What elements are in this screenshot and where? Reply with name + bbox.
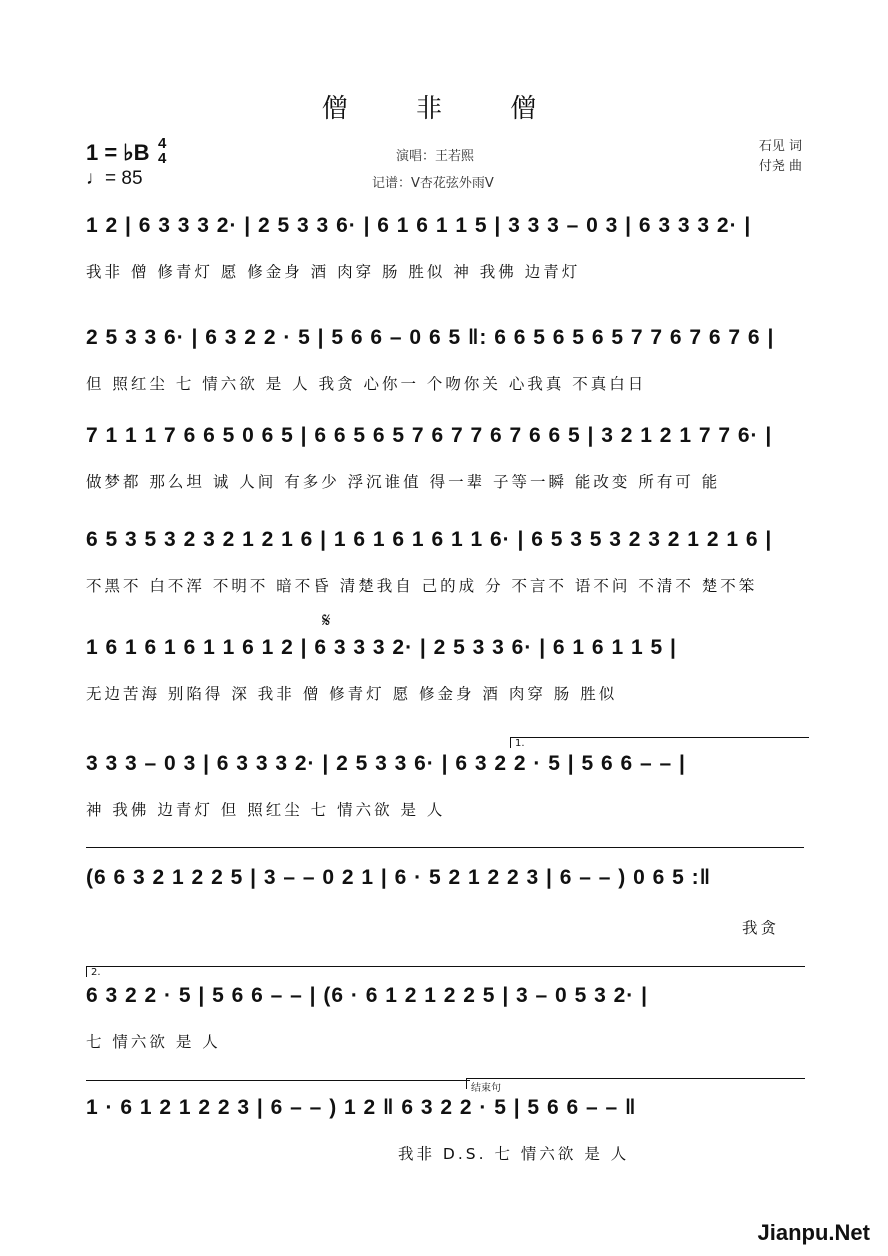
key-signature: 1 = ♭B — [86, 140, 150, 165]
song-title: 僧 非 僧 — [321, 94, 567, 124]
notation-line: 2 5 3 3 6· | 6 3 2 2 · 5 | 5 6 6 – 0 6 5 ‖: 6 6 5 6 5 6 5 7 7 6 7 6 7 6 | — [86, 326, 775, 349]
transcriber-credit: 记谱：V杏花弦外雨V — [372, 176, 494, 191]
notation-line: 3 3 3 – 0 3 | 6 3 3 3 2· | 2 5 3 3 6· | 6 3 2 2 · 5 | 5 6 6 – – | — [86, 752, 686, 775]
time-signature — [158, 136, 166, 166]
lyrics-line: 神 我佛 边青灯 但 照红尘 七 情六欲 是 人 — [86, 801, 446, 819]
site-watermark: Jianpu.Net — [757, 1220, 870, 1245]
ending-continuation-line — [86, 847, 804, 848]
lyricist-credit: 石见 词 — [758, 139, 802, 154]
notation-line: 1 6 1 6 1 6 1 1 6 1 2 | 6 3 3 3 2· | 2 5 3 3 6· | 6 1 6 1 1 5 | — [86, 636, 677, 659]
segno-sign: 𝄋 — [322, 608, 331, 632]
notation-line: 6 3 2 2 · 5 | 5 6 6 – – | (6 · 6 1 2 1 2 2 5 | 3 – 0 5 3 2· | — [86, 984, 648, 1007]
lyrics-line: 我非 D.S. 七 情六欲 是 人 — [398, 1145, 630, 1163]
time-bottom: 4 — [158, 150, 167, 167]
time-top: 4 — [158, 135, 167, 152]
second-ending-label: 2. — [91, 967, 101, 978]
lyrics-line: 我贪 — [742, 919, 780, 937]
first-ending-bracket — [510, 737, 809, 748]
coda-label: 结束句 — [471, 1083, 501, 1094]
notation-line: 1 2 | 6 3 3 3 2· | 2 5 3 3 6· | 6 1 6 1 1 5 | 3 3 3 – 0 3 | 6 3 3 3 2· | — [86, 214, 752, 237]
notation-line: 6 5 3 5 3 2 3 2 1 2 1 6 | 1 6 1 6 1 6 1 1 6· | 6 5 3 5 3 2 3 2 1 2 1 6 | — [86, 528, 773, 551]
first-ending-label: 1. — [515, 738, 525, 749]
ending-continuation-line — [86, 1080, 470, 1081]
tempo-marking: ♩= 85 — [86, 168, 143, 189]
coda-bracket — [466, 1078, 805, 1094]
lyrics-line: 无边苦海 别陷得 深 我非 僧 修青灯 愿 修金身 酒 肉穿 肠 胜似 — [86, 685, 618, 703]
lyrics-line: 七 情六欲 是 人 — [86, 1033, 221, 1051]
composer-credit: 付尧 曲 — [758, 159, 802, 174]
singer-credit: 演唱：王若熙 — [396, 149, 475, 164]
notation-line: (6 6 3 2 1 2 2 5 | 3 – – 0 2 1 | 6 · 5 2 1 2 2 3 | 6 – – ) 0 6 5 :‖ — [86, 866, 712, 889]
notation-line: 1 · 6 1 2 1 2 2 3 | 6 – – ) 1 2 ‖ 6 3 2 2 · 5 | 5 6 6 – – ‖ — [86, 1096, 637, 1119]
lyrics-line: 我非 僧 修青灯 愿 修金身 酒 肉穿 肠 胜似 神 我佛 边青灯 — [86, 263, 581, 281]
lyrics-line: 做梦都 那么坦 诚 人间 有多少 浮沉谁值 得一辈 子等一瞬 能改变 所有可 能 — [86, 473, 721, 491]
notation-line: 7 1 1 1 7 6 6 5 0 6 5 | 6 6 5 6 5 7 6 7 7 6 7 6 6 5 | 3 2 1 2 1 7 7 6· | — [86, 424, 773, 447]
lyrics-line: 不黑不 白不浑 不明不 暗不昏 清楚我自 己的成 分 不言不 语不问 不清不 楚不笨 — [86, 577, 758, 595]
lyrics-line: 但 照红尘 七 情六欲 是 人 我贪 心你一 个吻你关 心我真 不真白日 — [86, 375, 647, 393]
second-ending-bracket — [86, 966, 805, 977]
